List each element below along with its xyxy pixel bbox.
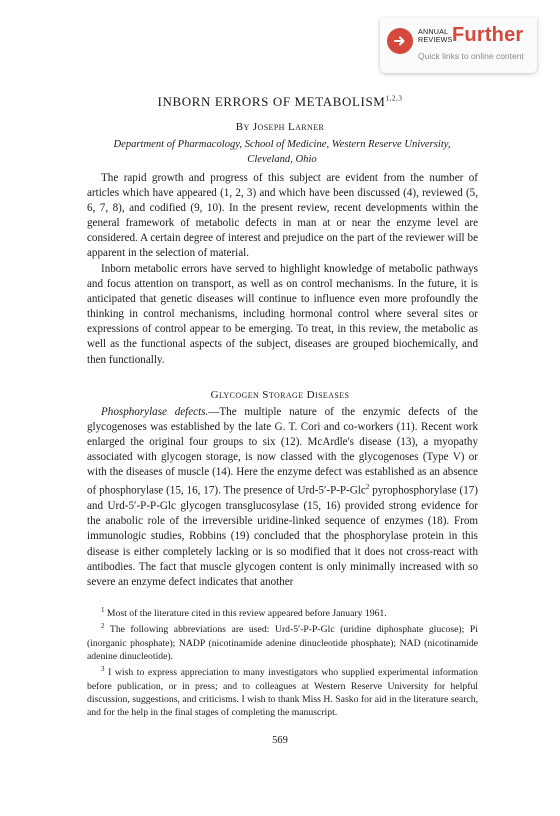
footnotes — [87, 604, 478, 719]
affiliation: Department of Pharmacology, School of Medicine, Western Reserve University, Cleveland, Ohio — [113, 139, 451, 165]
badge-annual-reviews-label: ANNUAL REVIEWS — [418, 27, 453, 44]
footnote: $^2$ The following abbreviations are used: Urd-5′-P-P-Glc (uridine diphosphate glucose); Pi (inorganic phosphate); NADP (nicotinamide adenine dinucleotide phosphate); NAD (nicotinamide adenine dinucleotide). — [87, 622, 478, 663]
paragraph-3: Phosphorylase defects.—The multiple nature of the enzymic defects of the glycogenoses was established by the late G. T. Cori and co-workers (11). Recent work enlarged the original four groups to six (12). McArdle's disease (13), a myopathy associated with glycogen storage, is now classed with the glycogenoses (Type V) or with the diseases of muscle (14). Here the enzyme defect was established as an absence of phosphorylase (15, 16, 17). The presence of Urd-5′-P-P-Glc$^2$ pyrophosphorylase (17) and Urd-5′-P-P-Glc glycogen transglucosylase (15, 16) provided strong evidence for the anabolic role of the irreversible uridine-linked sequence of enzymes (18). From immunologic studies, Robbins (19) concluded that the phosphorylase protein in this disease is either completely lacking or is so modified that it does not cross-react with antibodies. The fact that muscle glycogen content is only minimally increased with so severe an enzyme defect indicates that another — [87, 406, 478, 588]
title-footnote-refs: 1,2,3 — [385, 94, 403, 103]
paragraph-1: The rapid growth and progress of this subject are evident from the number of articles which have appeared (1, 2, 3) and which have been discussed (4), reviewed (5, 6, 7, 8), and codified (9, 10). In the present review, recent developments within the general framework of metabolic defects in man at or near the enzyme level are considered. A certain degree of interest and prejudice on the part of the reviewer will be apparent in the selection of material. — [87, 172, 478, 260]
annual-reviews-logo-icon — [387, 28, 413, 54]
page-number: 569 — [272, 735, 288, 746]
author-line: By Joseph Larner — [235, 121, 325, 133]
further-badge[interactable] — [380, 18, 537, 73]
badge-further-label: Further — [452, 24, 524, 46]
badge-subtitle: Quick links to online content — [418, 51, 524, 61]
footnote: $^1$ Most of the literature cited in this review appeared before January 1961. — [101, 606, 387, 620]
footnote: $^3$ I wish to express appreciation to many investigators who supplied experimental information before publication, or in press; and to colleagues at Western Reserve University for helpful discussion, suggestions, and criticisms. I wish to thank Miss H. Sasko for aid in the literature search, and for the help in the final stages of completing the manuscript. — [87, 665, 478, 719]
run-in-heading: Phosphorylase defects. — [101, 406, 209, 418]
footnote-ref: 2 — [365, 483, 370, 492]
paragraph-2: Inborn metabolic errors have served to highlight knowledge of metabolic pathways and focus attention on transport, as well as on control mechanisms. In the future, it is anticipated that genetic diseases will continue to influence even more profoundly the thinking in control mechanisms, including hormonal control where several sites or expressions of control appear to be emerging. To treat, in this review, the metabolic as well as the functional aspects of the subject, diseases are grouped biochemically, and then functionally. — [87, 263, 478, 366]
article-title: INBORN ERRORS OF METABOLISM$^{1,2,3}$ — [157, 94, 403, 109]
section-heading: Glycogen Storage Diseases — [210, 389, 350, 401]
